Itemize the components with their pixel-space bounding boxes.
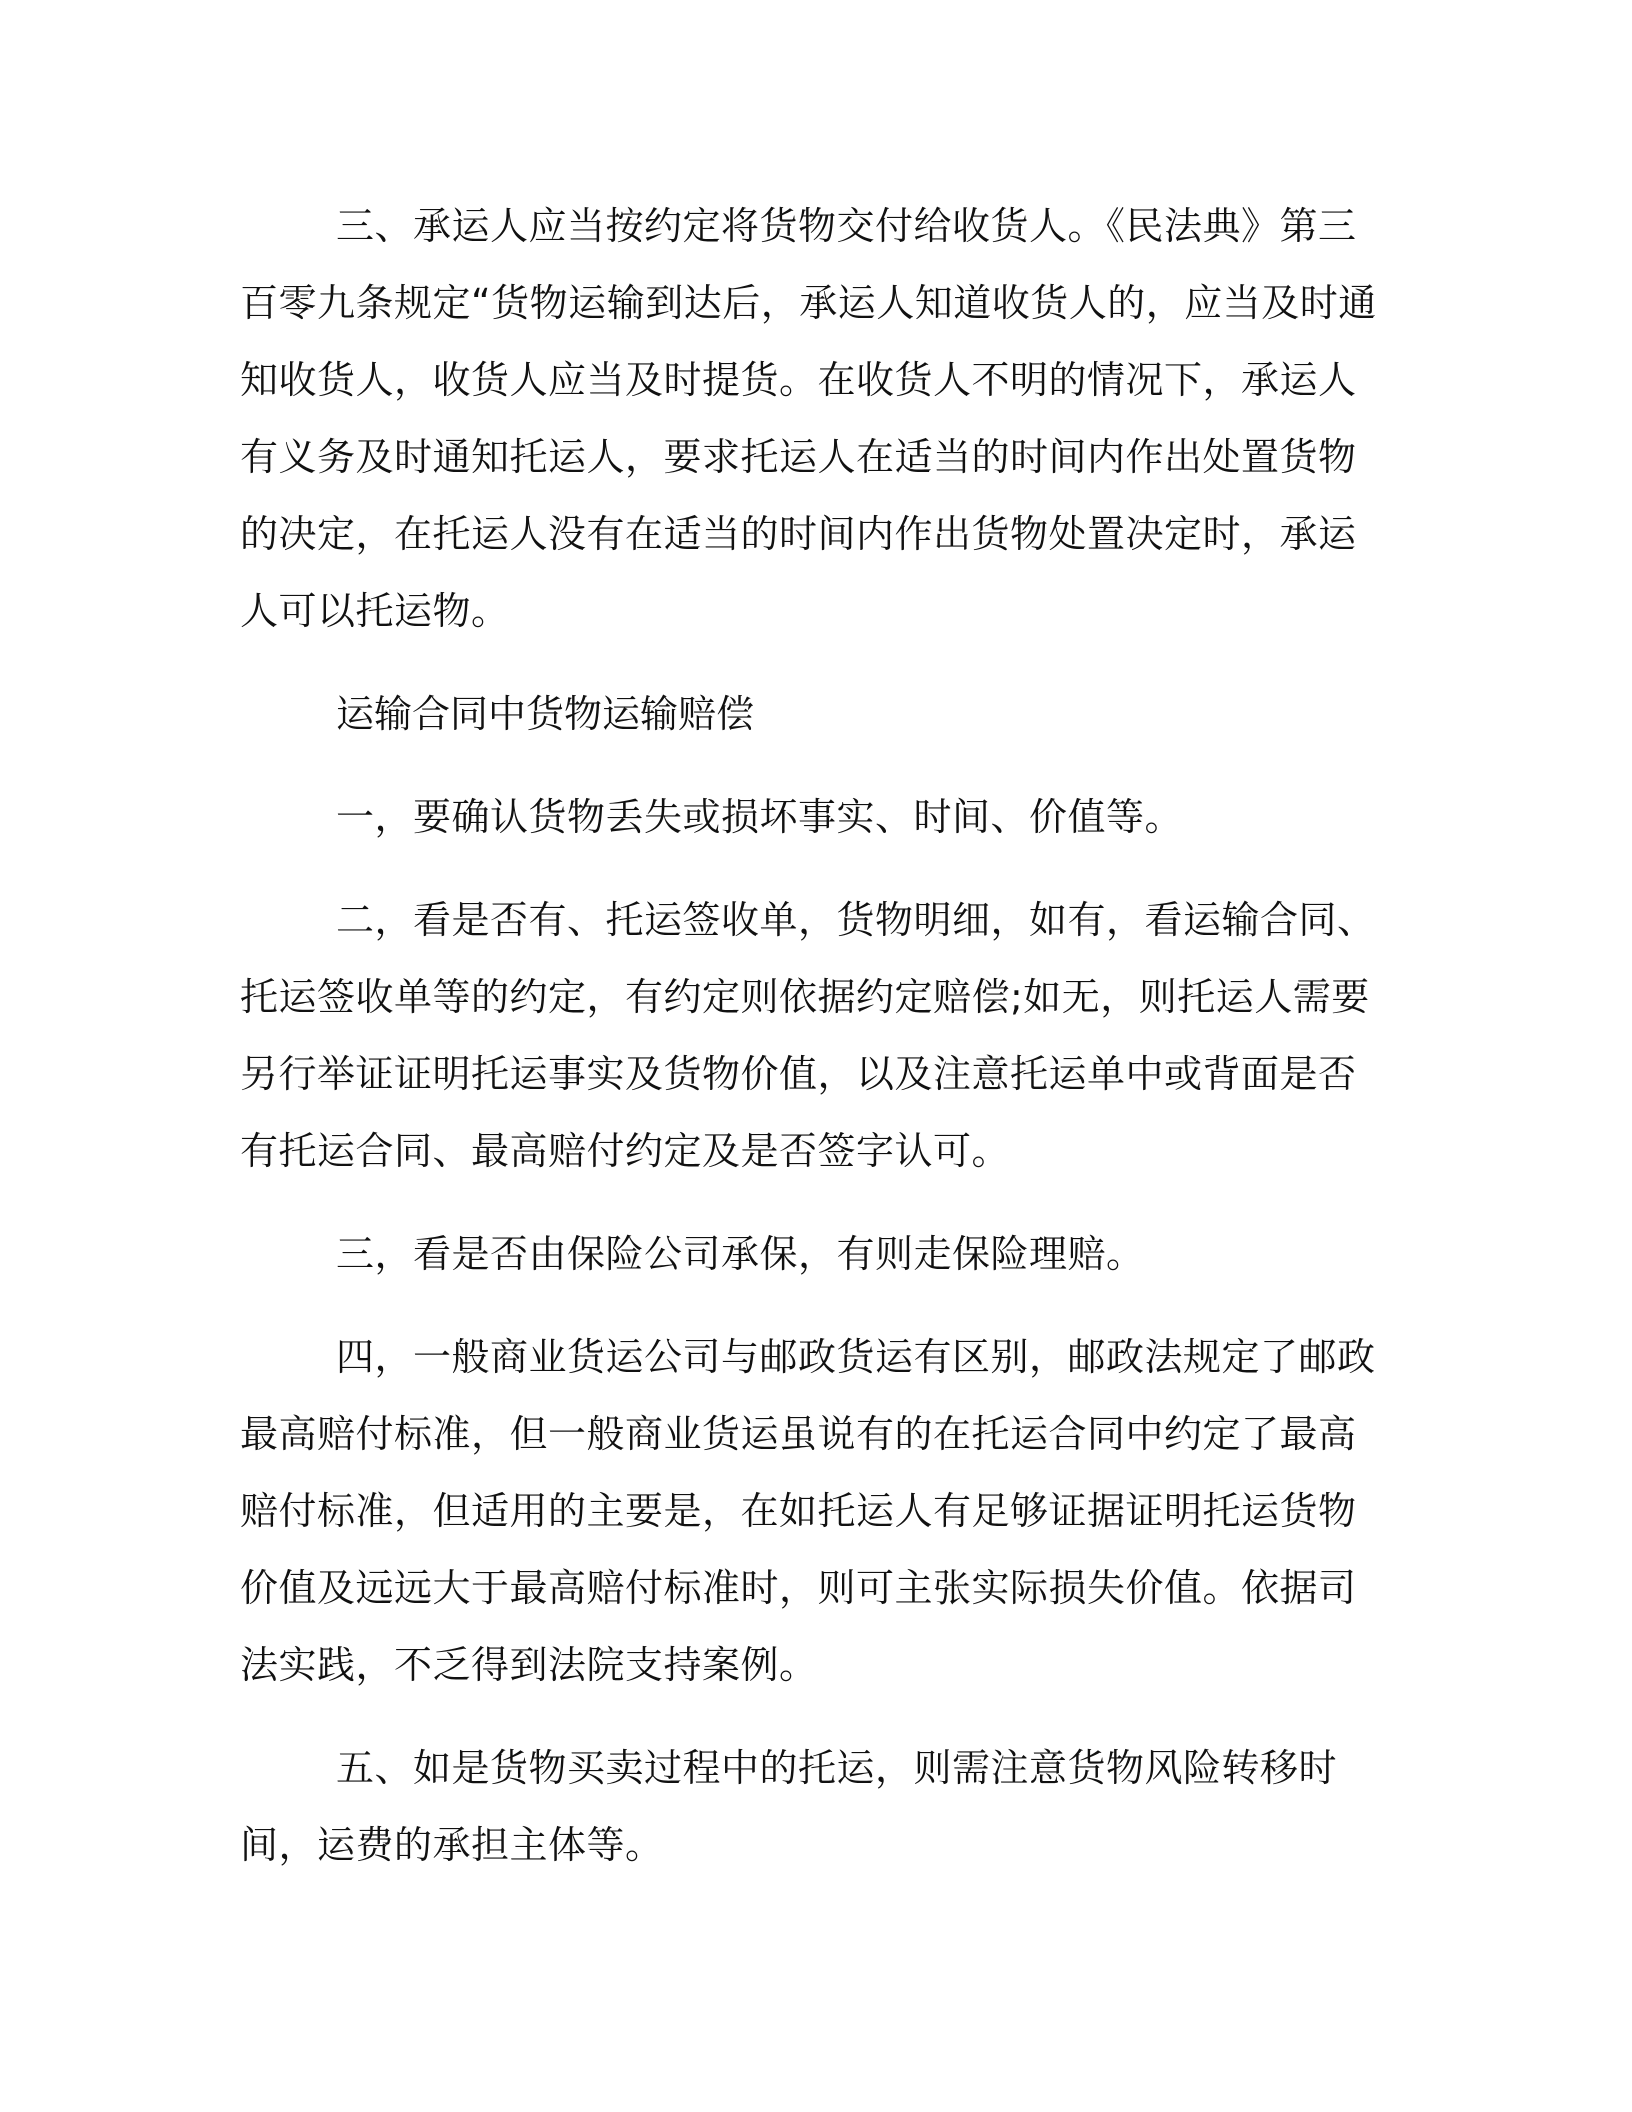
section-heading: 运输合同中货物运输赔偿 xyxy=(336,692,755,736)
document-body xyxy=(240,188,1392,1910)
paragraph-point-one: 一，要确认货物丢失或损坏事实、时间、价值等。 xyxy=(336,795,1184,839)
paragraph-point-two: 二，看是否有、托运签收单，货物明细，如有，看运输合同、托运签收单等的约定，有约定则依据约定赔偿;如无，则托运人需要另行举证证明托运事实及货物价值，以及注意托运单中或背面是否有托运合同、最高赔付约定及是否签字认可。 xyxy=(240,898,1376,1173)
paragraph-point-five: 五、如是货物买卖过程中的托运，则需注意货物风险转移时间，运费的承担主体等。 xyxy=(240,1746,1338,1867)
paragraph-point-three: 三，看是否由保险公司承保，有则走保险理赔。 xyxy=(336,1232,1145,1276)
paragraph-point-four: 四，一般商业货运公司与邮政货运有区别，邮政法规定了邮政最高赔付标准，但一般商业货运虽说有的在托运合同中约定了最高赔付标准，但适用的主要是，在如托运人有足够证据证明托运货物价值及远远大于最高赔付标准时，则可主张实际损失价值。依据司法实践，不乏得到法院支持案例。 xyxy=(240,1335,1376,1687)
paragraph-delivery-obligation: 三、承运人应当按约定将货物交付给收货人。《民法典》第三百零九条规定“货物运输到达后，承运人知道收货人的，应当及时通知收货人，收货人应当及时提货。在收货人不明的情况下，承运人有义务及时通知托运人，要求托运人在适当的时间内作出处置货物的决定，在托运人没有在适当的时间内作出货物处置决定时，承运人可以托运物。 xyxy=(240,204,1377,633)
